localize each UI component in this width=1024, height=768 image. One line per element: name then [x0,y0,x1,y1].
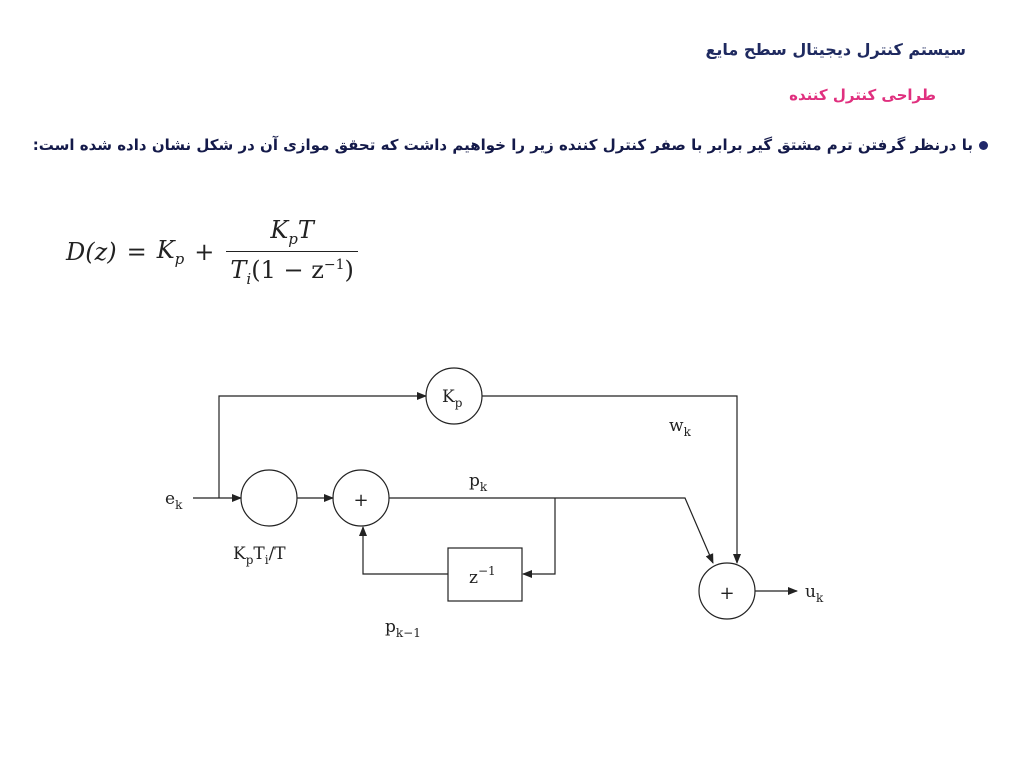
delay-to-sum-arrow [363,527,448,574]
kp-block-label: $K_p$ [442,387,463,410]
integral-gain-block [241,470,297,526]
formula-kp: $K_p$ [156,235,185,268]
integral-gain-label: $K_pT_i/T$ [233,544,286,567]
slide-subtitle: طراحی کنترل کننده [789,86,936,104]
pk-label: $p_k$ [469,471,488,494]
output-label: $u_k$ [805,582,824,605]
formula-equals: = [126,237,147,266]
formula-numerator: $K_pT$ [270,216,314,248]
slide-title: سیستم کنترل دیجیتال سطح مایع [705,40,966,59]
sum-symbol-2: + [719,583,735,604]
wk-path-arrow [482,396,737,563]
input-label: $e_k$ [165,489,183,512]
delay-label: $z^{-1}$ [469,564,496,588]
pk-minus-1-label: $p_{k-1}$ [385,617,421,640]
feedback-to-delay-arrow [523,498,555,574]
bullet-text: با درنظر گرفتن ترم مشتق گیر برابر با صفر کنترل کننده زیر را خواهیم داشت که تحقق موازی آن در شکل نشان داده شده است: [32,136,973,154]
wk-label: $w_k$ [669,416,691,439]
kp-branch-arrow [219,396,426,498]
formula-denominator: $T_i(1 - z^{-1})$ [226,251,358,288]
formula-lhs: D(z) [66,237,117,266]
formula-plus: + [194,237,215,266]
pk-path-arrow [389,498,713,563]
sum-symbol-1: + [353,490,369,511]
